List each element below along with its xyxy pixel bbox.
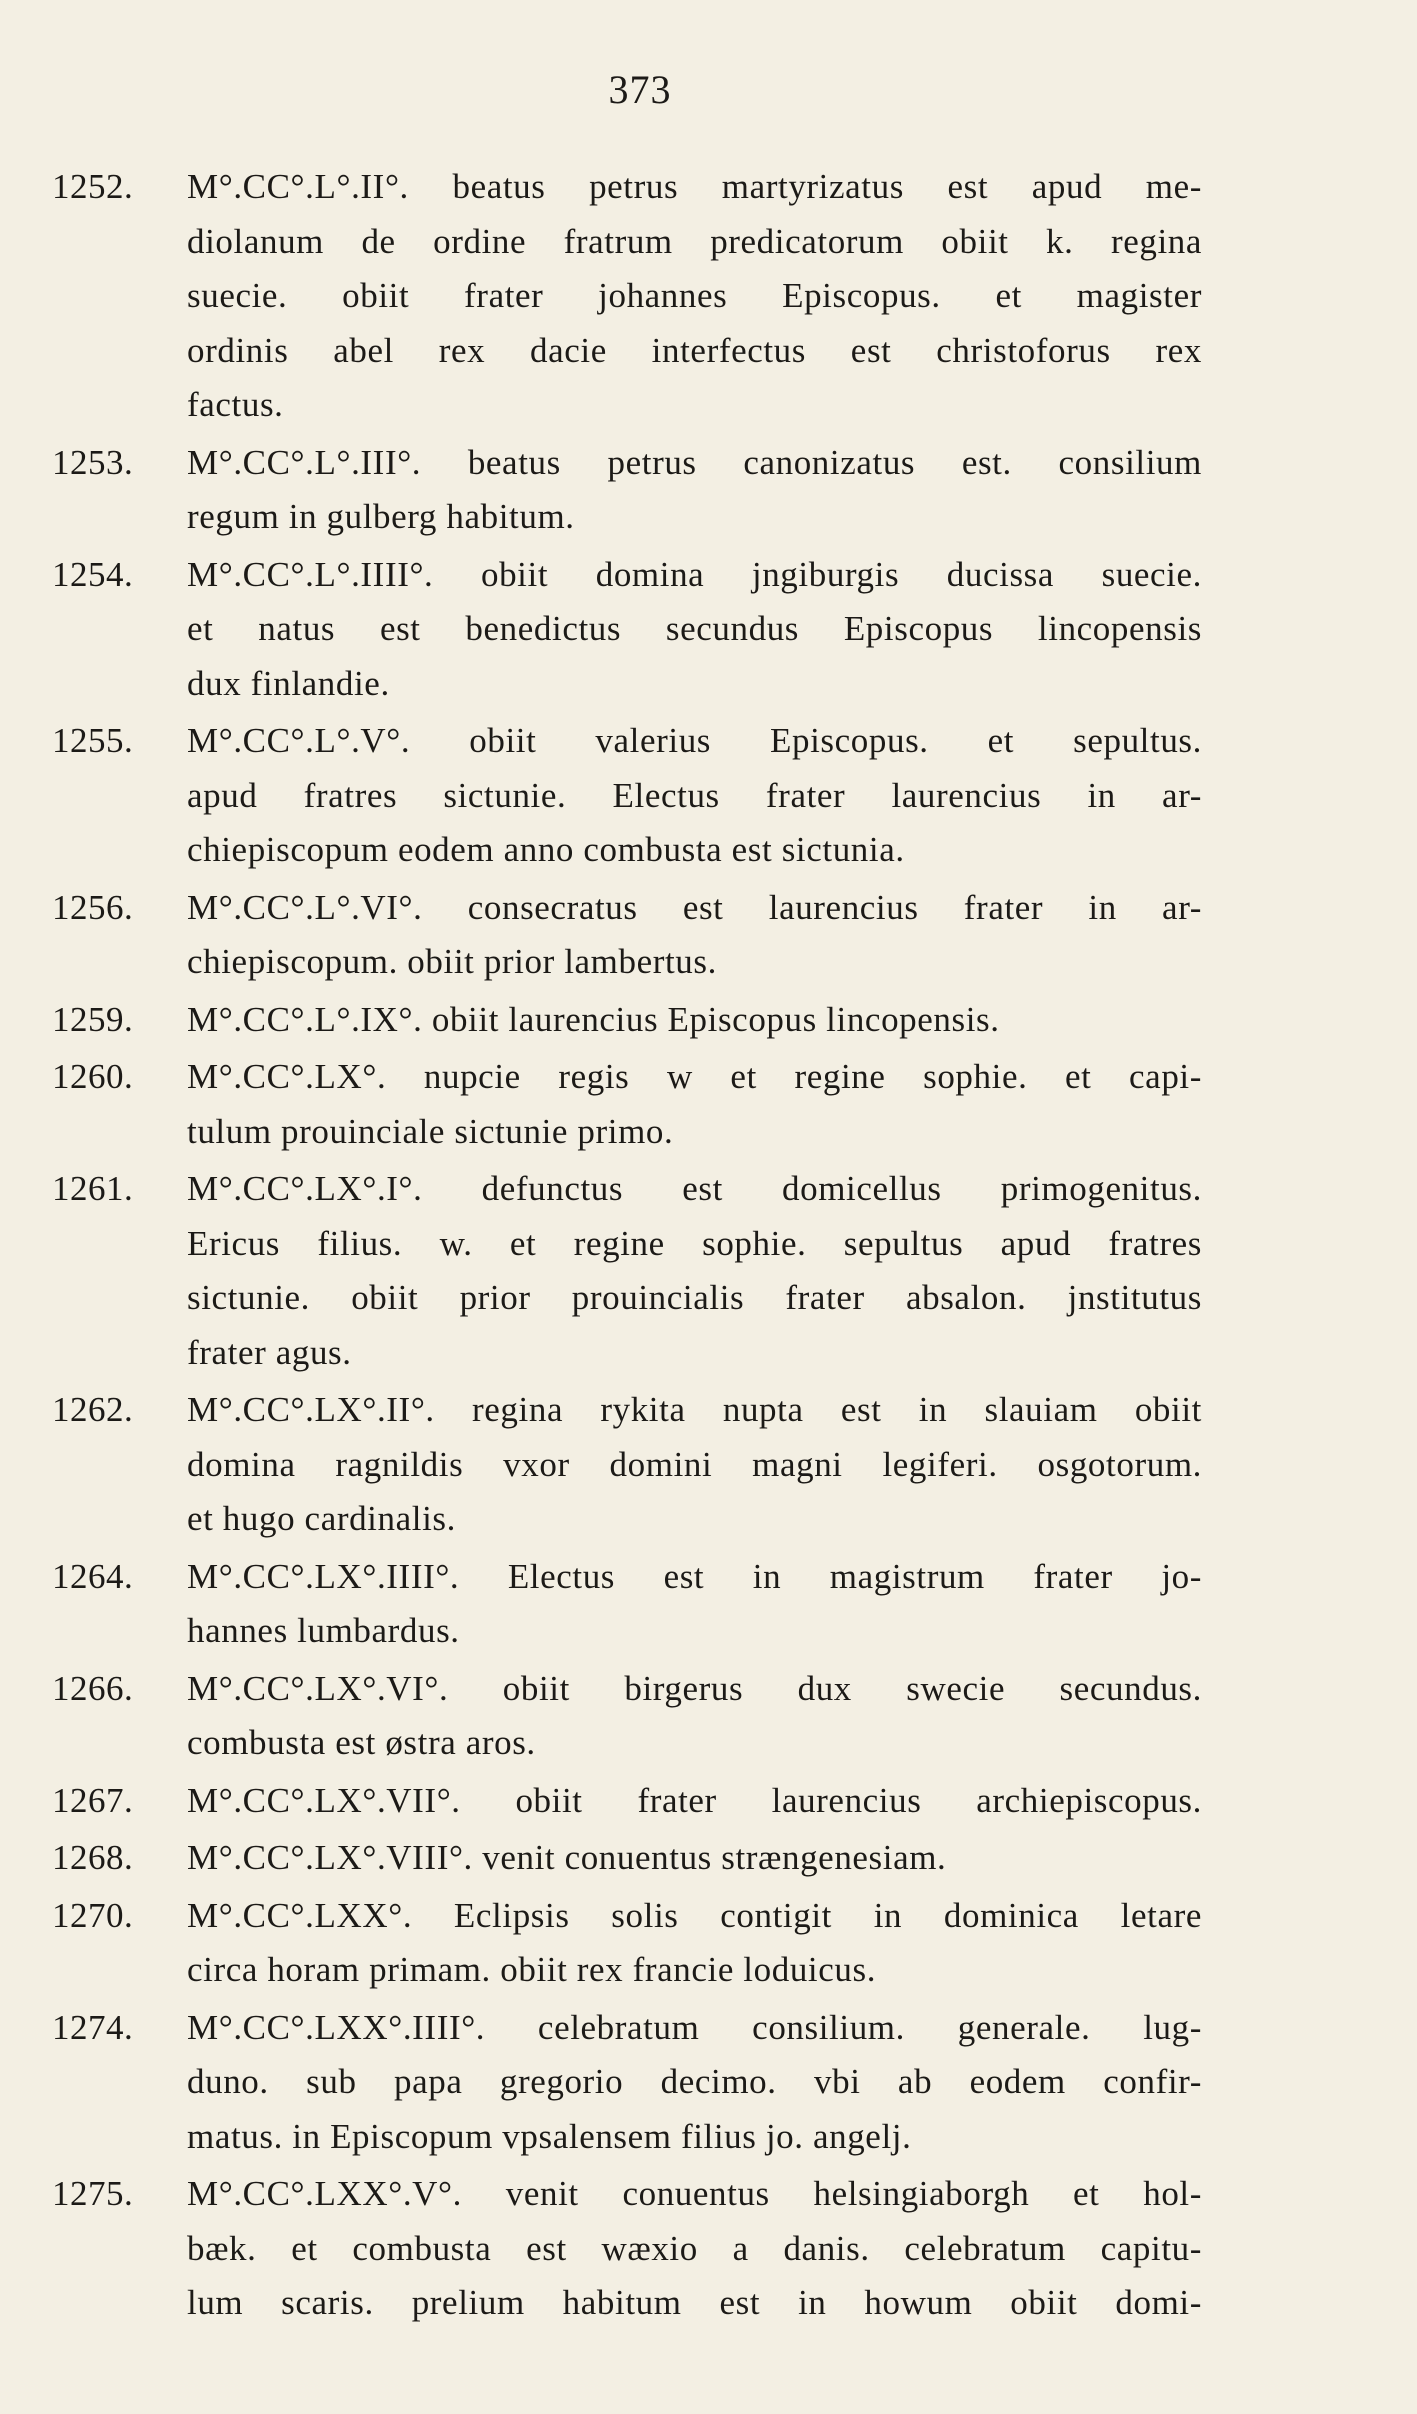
entry-line: M°.CC°.LX°.II°. regina rykita nupta est in slauiam obiit bbox=[187, 1390, 1202, 1429]
entry-line: combusta est østra aros. bbox=[187, 1723, 536, 1762]
entry-year: 1274. bbox=[52, 2007, 134, 2047]
annals-entries bbox=[0, 160, 1417, 2334]
entry-year: 1275. bbox=[52, 2174, 134, 2213]
entry-line: domina ragnildis vxor domini magni legiferi. osgotorum. bbox=[187, 1444, 1202, 1484]
entry-line: M°.CC°.LX°. nupcie regis w et regine sophie. et capi- bbox=[187, 1057, 1202, 1096]
entry-1261 bbox=[0, 1162, 1417, 1380]
entry-1254 bbox=[0, 548, 1417, 712]
entry-year: 1254. bbox=[52, 554, 134, 594]
entry-year: 1252. bbox=[52, 167, 134, 206]
entry-1275 bbox=[0, 2167, 1417, 2331]
entry-line: et natus est benedictus secundus Episcopus lincopensis bbox=[187, 609, 1202, 648]
entry-line: frater agus. bbox=[187, 1332, 352, 1372]
entry-year: 1255. bbox=[52, 721, 134, 760]
entry-line: factus. bbox=[187, 385, 284, 424]
entry-line: ordinis abel rex dacie interfectus est christoforus rex bbox=[187, 330, 1202, 370]
entry-line: lum scaris. prelium habitum est in howum obiit domi- bbox=[187, 2283, 1202, 2322]
entry-line: M°.CC°.L°.III°. beatus petrus canonizatus est. consilium bbox=[187, 442, 1202, 482]
entry-year: 1261. bbox=[52, 1169, 134, 1208]
entry-line: M°.CC°.L°.V°. obiit valerius Episcopus. et sepultus. bbox=[187, 721, 1202, 760]
entry-1266 bbox=[0, 1662, 1417, 1771]
entry-line: M°.CC°.LX°.IIII°. Electus est in magistrum frater jo- bbox=[187, 1556, 1202, 1596]
entry-1262 bbox=[0, 1383, 1417, 1547]
entry-year: 1267. bbox=[52, 1780, 134, 1820]
entry-1264 bbox=[0, 1550, 1417, 1659]
entry-line: M°.CC°.L°.II°. beatus petrus martyrizatus est apud me- bbox=[187, 167, 1202, 206]
entry-line: M°.CC°.L°.IIII°. obiit domina jngiburgis ducissa suecie. bbox=[187, 554, 1202, 594]
entry-year: 1270. bbox=[52, 1895, 134, 1935]
entry-line: regum in gulberg habitum. bbox=[187, 497, 575, 536]
entry-line: M°.CC°.LXX°.IIII°. celebratum consilium. generale. lug- bbox=[187, 2007, 1202, 2047]
entry-line: M°.CC°.LX°.I°. defunctus est domicellus primogenitus. bbox=[187, 1169, 1202, 1208]
entry-line: M°.CC°.L°.VI°. consecratus est laurencius frater in ar- bbox=[187, 887, 1202, 927]
entry-line: tulum prouinciale sictunie primo. bbox=[187, 1111, 674, 1151]
entry-line: et hugo cardinalis. bbox=[187, 1499, 456, 1538]
entry-1270 bbox=[0, 1889, 1417, 1998]
entry-1260 bbox=[0, 1050, 1417, 1159]
entry-year: 1268. bbox=[52, 1838, 134, 1877]
entry-line: circa horam primam. obiit rex francie loduicus. bbox=[187, 1950, 877, 1989]
entry-1268 bbox=[0, 1831, 1417, 1886]
entry-1252 bbox=[0, 160, 1417, 433]
entry-line: Ericus filius. w. et regine sophie. sepultus apud fratres bbox=[187, 1223, 1202, 1263]
entry-line: suecie. obiit frater johannes Episcopus. et magister bbox=[187, 276, 1202, 315]
entry-year: 1262. bbox=[52, 1390, 134, 1429]
page-number: 373 bbox=[608, 67, 672, 112]
entry-line: M°.CC°.LX°.VIII°. venit conuentus strængenesiam. bbox=[187, 1838, 947, 1877]
entry-line: chiepiscopum eodem anno combusta est sictunia. bbox=[187, 830, 905, 869]
entry-line: diolanum de ordine fratrum predicatorum obiit k. regina bbox=[187, 221, 1202, 261]
entry-line: dux finlandie. bbox=[187, 663, 390, 703]
entry-line: sictunie. obiit prior prouincialis frater absalon. jnstitutus bbox=[187, 1278, 1202, 1317]
entry-line: bæk. et combusta est wæxio a danis. celebratum capitu- bbox=[187, 2228, 1202, 2268]
entry-line: chiepiscopum. obiit prior lambertus. bbox=[187, 942, 717, 981]
entry-line: duno. sub papa gregorio decimo. vbi ab eodem confir- bbox=[187, 2062, 1202, 2101]
entry-year: 1256. bbox=[52, 887, 134, 927]
entry-year: 1260. bbox=[52, 1057, 134, 1096]
entry-year: 1264. bbox=[52, 1556, 134, 1596]
entry-line: M°.CC°.L°.IX°. obiit laurencius Episcopus lincopensis. bbox=[187, 999, 1000, 1039]
entry-year: 1259. bbox=[52, 999, 134, 1039]
entry-year: 1266. bbox=[52, 1668, 134, 1708]
entry-1256 bbox=[0, 881, 1417, 990]
entry-line: M°.CC°.LX°.VII°. obiit frater laurencius archiepiscopus. bbox=[187, 1780, 1202, 1820]
entry-1255 bbox=[0, 714, 1417, 878]
entry-1259 bbox=[0, 993, 1417, 1048]
entry-line: M°.CC°.LXX°.V°. venit conuentus helsingiaborgh et hol- bbox=[187, 2174, 1202, 2213]
entry-line: M°.CC°.LXX°. Eclipsis solis contigit in dominica letare bbox=[187, 1895, 1202, 1935]
entry-line: apud fratres sictunie. Electus frater laurencius in ar- bbox=[187, 775, 1202, 815]
entry-1253 bbox=[0, 436, 1417, 545]
entry-year: 1253. bbox=[52, 442, 134, 482]
entry-line: matus. in Episcopum vpsalensem filius jo. angelj. bbox=[187, 2116, 912, 2156]
entry-line: M°.CC°.LX°.VI°. obiit birgerus dux swecie secundus. bbox=[187, 1668, 1202, 1708]
entry-1274 bbox=[0, 2001, 1417, 2165]
entry-line: hannes lumbardus. bbox=[187, 1611, 460, 1650]
entry-1267 bbox=[0, 1774, 1417, 1829]
